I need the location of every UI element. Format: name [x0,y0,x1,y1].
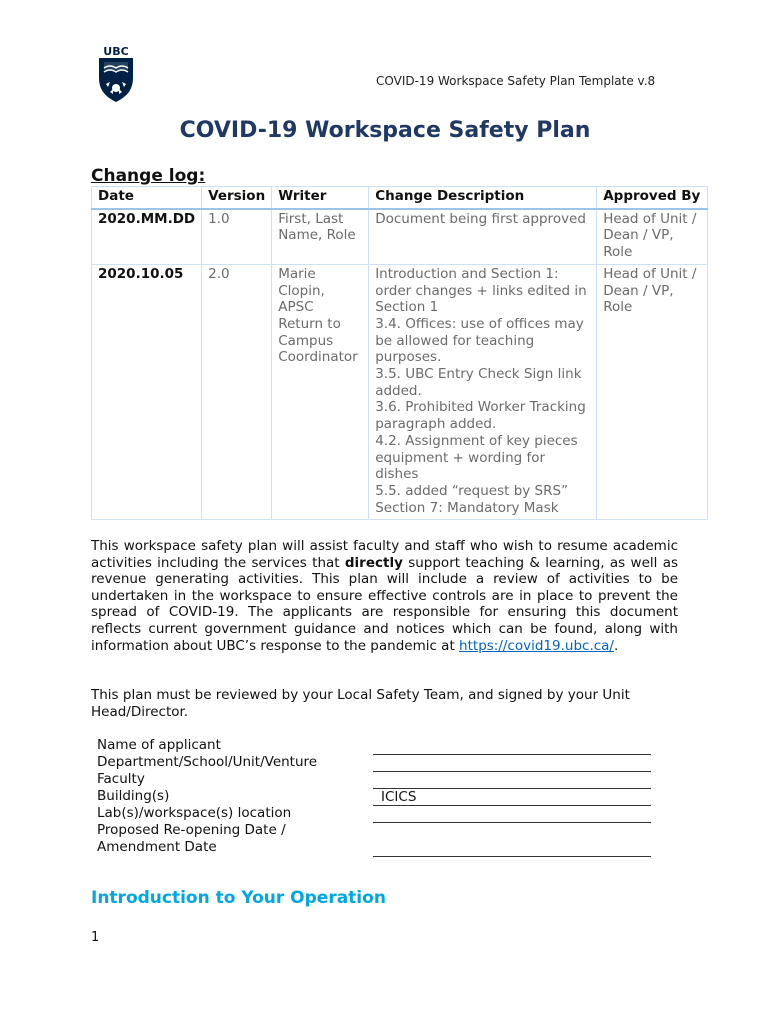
date-label [97,822,357,856]
column-header-date: Date [92,187,202,209]
row-date: 2020.10.05 [92,264,202,520]
form-row-department [97,754,657,771]
row-version: 1.0 [202,209,272,265]
change-line: 3.4. Offices: use of offices may be allowed for teaching purposes. [375,315,584,366]
column-header-writer: Writer [272,187,369,209]
row-approved-by: Head of Unit / Dean / VP, Role [597,264,708,520]
faculty-field[interactable] [373,772,651,789]
table-row [92,264,708,520]
department-label: Department/School/Unit/Venture [97,754,318,770]
running-header: COVID-19 Workspace Safety Plan Template v.8 [376,74,656,88]
column-header-approved: Approved By [597,187,708,209]
faculty-label: Faculty [97,771,145,787]
date-label-line2: Amendment Date [97,839,217,855]
document-title: COVID-19 Workspace Safety Plan [179,118,591,143]
row-change: Document being first approved [369,209,597,265]
row-approved-by: Head of Unit / Dean / VP, Role [597,209,708,265]
covid-info-link[interactable]: https://covid19.ubc.ca/ [459,637,614,654]
changelog-header-row [92,187,708,209]
building-label: Building(s) [97,788,170,804]
table-row [92,209,708,265]
row-version: 2.0 [202,264,272,520]
lab-label: Lab(s)/workspace(s) location [97,805,292,821]
changelog-table [91,186,708,520]
row-writer: First, Last Name, Role [272,209,369,265]
form-row-lab [97,805,657,822]
form-row-building [97,788,657,805]
row-change [369,264,597,520]
ubc-logo-text: UBC [103,45,129,58]
change-line: Introduction and Section 1: order changes + links edited in Section 1 [375,265,587,316]
lab-field[interactable] [373,806,651,823]
changelog-heading: Change log: [91,166,206,186]
row-date: 2020.MM.DD [92,209,202,265]
building-value: ICICS [381,789,417,805]
intro-paragraph [91,538,678,654]
change-line: 4.2. Assignment of key pieces equipment + wording for dishes [375,432,578,483]
form-row-applicant [97,737,657,754]
applicant-field[interactable] [373,738,651,755]
applicant-label: Name of applicant [97,737,221,753]
review-note: This plan must be reviewed by your Local Safety Team, and signed by your Unit Head/Director. [91,687,630,720]
intro-bold-word: directly [344,554,403,571]
form-row-date [97,822,657,856]
date-field[interactable] [373,840,651,857]
applicant-form [97,737,657,856]
intro-text-start: This workspace safety plan will assist faculty and staff who wish to resume academic activities including the services that [91,538,678,571]
change-line: Section 7: Mandatory Mask [375,499,559,516]
row-writer: Marie Clopin, APSC Return to Campus Coordinator [272,264,369,520]
column-header-version: Version [202,187,272,209]
change-line: 3.6. Prohibited Worker Tracking paragraph added. [375,399,586,433]
section-heading-introduction: Introduction to Your Operation [91,888,386,908]
change-line: 3.5. UBC Entry Check Sign link added. [375,366,582,399]
intro-text-end: . [613,637,619,654]
intro-text-middle: support teaching & learning, as well as revenue generating activities. This plan will include a review of activities to be undertaken in the workspace to ensure effective controls are in place to prevent the spread of COVID-19. The applicants are responsible for ensuring this document reflects current government guidance and notices which can be found, along with information about UBC’s response to the pandemic at [91,554,679,654]
change-line: 5.5. added “request by SRS” [375,482,569,499]
page-number: 1 [91,930,100,945]
form-row-faculty [97,771,657,788]
building-field[interactable] [373,789,651,806]
ubc-logo [96,44,136,104]
date-label-line1: Proposed Re-opening Date / [97,822,286,838]
column-header-change: Change Description [369,187,597,209]
department-field[interactable] [373,755,651,772]
